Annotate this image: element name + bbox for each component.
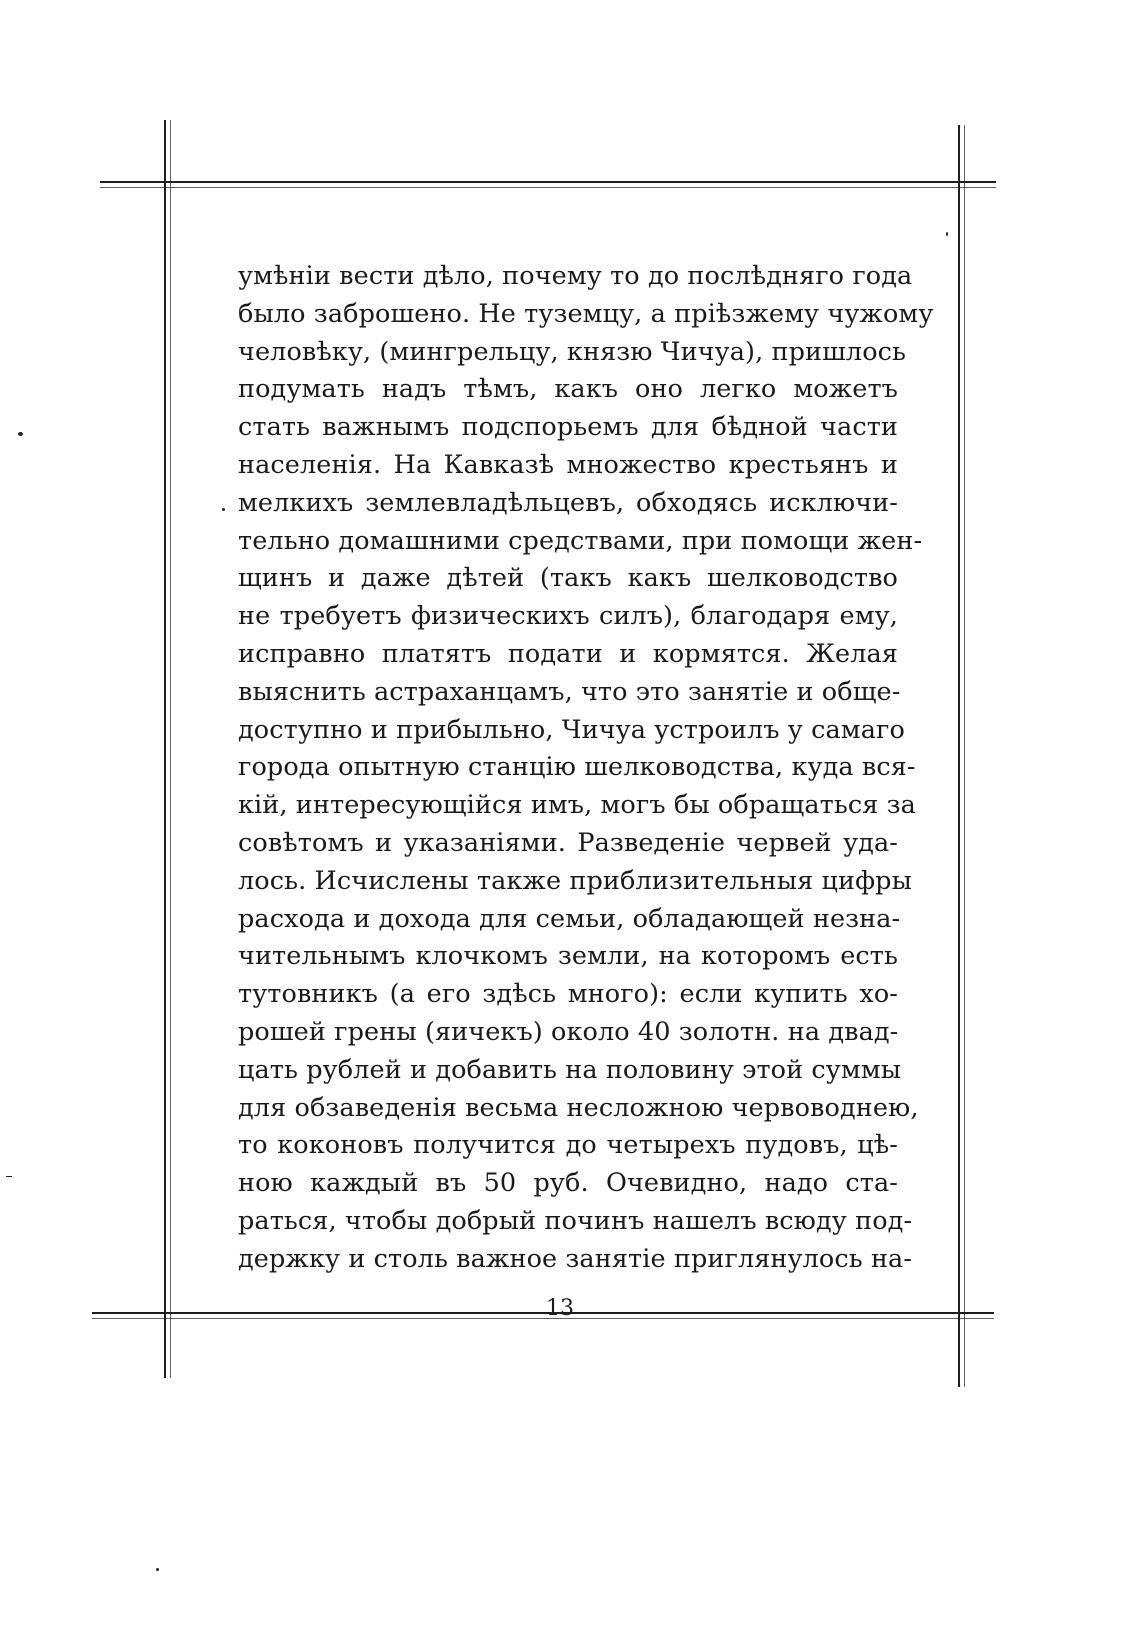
- scan-speck: [6, 1176, 12, 1177]
- text-line: для обзаведенія весьма несложною червоводнею,: [238, 1092, 919, 1123]
- scan-speck: [946, 232, 948, 236]
- text-line: лось. Исчислены также приблизительныя цифры: [238, 865, 912, 896]
- frame-top-rule: [100, 181, 996, 183]
- text-line: тельно домашними средствами, при помощи жен-: [238, 525, 923, 556]
- frame-right-rule: [958, 125, 960, 1387]
- text-line: цать рублей и добавить на половину этой суммы: [238, 1054, 902, 1085]
- text-line: тутовникъ (а его здѣсь много): если купить хо-: [238, 979, 898, 1010]
- body-text: [238, 258, 934, 1279]
- frame-top-rule-thin: [100, 187, 996, 188]
- frame-left-rule-thin: [170, 120, 171, 1378]
- text-line: города опытную станцію шелководства, куда вся-: [238, 752, 916, 783]
- text-line: ною каждый въ 50 руб. Очевидно, надо ста-: [238, 1168, 898, 1199]
- text-line: не требуетъ физическихъ силъ), благодаря ему,: [238, 601, 898, 632]
- text-line: населенія. На Кавказѣ множество крестьянъ и: [238, 449, 898, 480]
- text-line: расхода и дохода для семьи, обладающей незна-: [238, 903, 901, 934]
- page-number: 13: [546, 1296, 574, 1321]
- text-line: рошей грены (яичекъ) около 40 золотн. на двад-: [238, 1016, 899, 1047]
- text-line: выяснить астраханцамъ, что это занятіе и обще-: [238, 676, 901, 707]
- text-line: исправно платятъ подати и кормятся. Желая: [238, 638, 898, 669]
- text-line: подумать надъ тѣмъ, какъ оно легко можетъ: [238, 374, 898, 405]
- scan-speck: [18, 432, 23, 436]
- frame-right-rule-thin: [964, 125, 965, 1387]
- text-line: доступно и прибыльно, Чичуа устроилъ у самаго: [238, 714, 905, 745]
- text-line: мелкихъ землевладѣльцевъ, обходясь исключи-: [238, 487, 898, 518]
- scan-speck: [222, 508, 225, 511]
- scan-speck: [156, 1568, 159, 1571]
- text-line: было заброшено. Не туземцу, а пріѣзжему чужому: [238, 298, 934, 329]
- text-line: кій, интересующійся имъ, могъ бы обращаться за: [238, 790, 916, 821]
- text-line: человѣку, (мингрельцу, князю Чичуа), пришлось: [238, 336, 907, 367]
- text-line: то коконовъ получится до четырехъ пудовъ, цѣ-: [238, 1130, 898, 1161]
- frame-left-rule: [164, 120, 166, 1378]
- text-line: совѣтомъ и указаніями. Разведеніе червей уда-: [238, 827, 898, 858]
- text-line: щинъ и даже дѣтей (такъ какъ шелководство: [238, 563, 898, 594]
- text-line: раться, чтобы добрый починъ нашелъ всюду под-: [238, 1205, 913, 1236]
- text-line: стать важнымъ подспорьемъ для бѣдной части: [238, 412, 898, 443]
- text-line: чительнымъ клочкомъ земли, на которомъ есть: [238, 941, 898, 972]
- text-line: держку и столь важное занятіе приглянулось на-: [238, 1243, 913, 1274]
- text-line: умѣніи вести дѣло, почему то до послѣдняго года: [238, 261, 913, 291]
